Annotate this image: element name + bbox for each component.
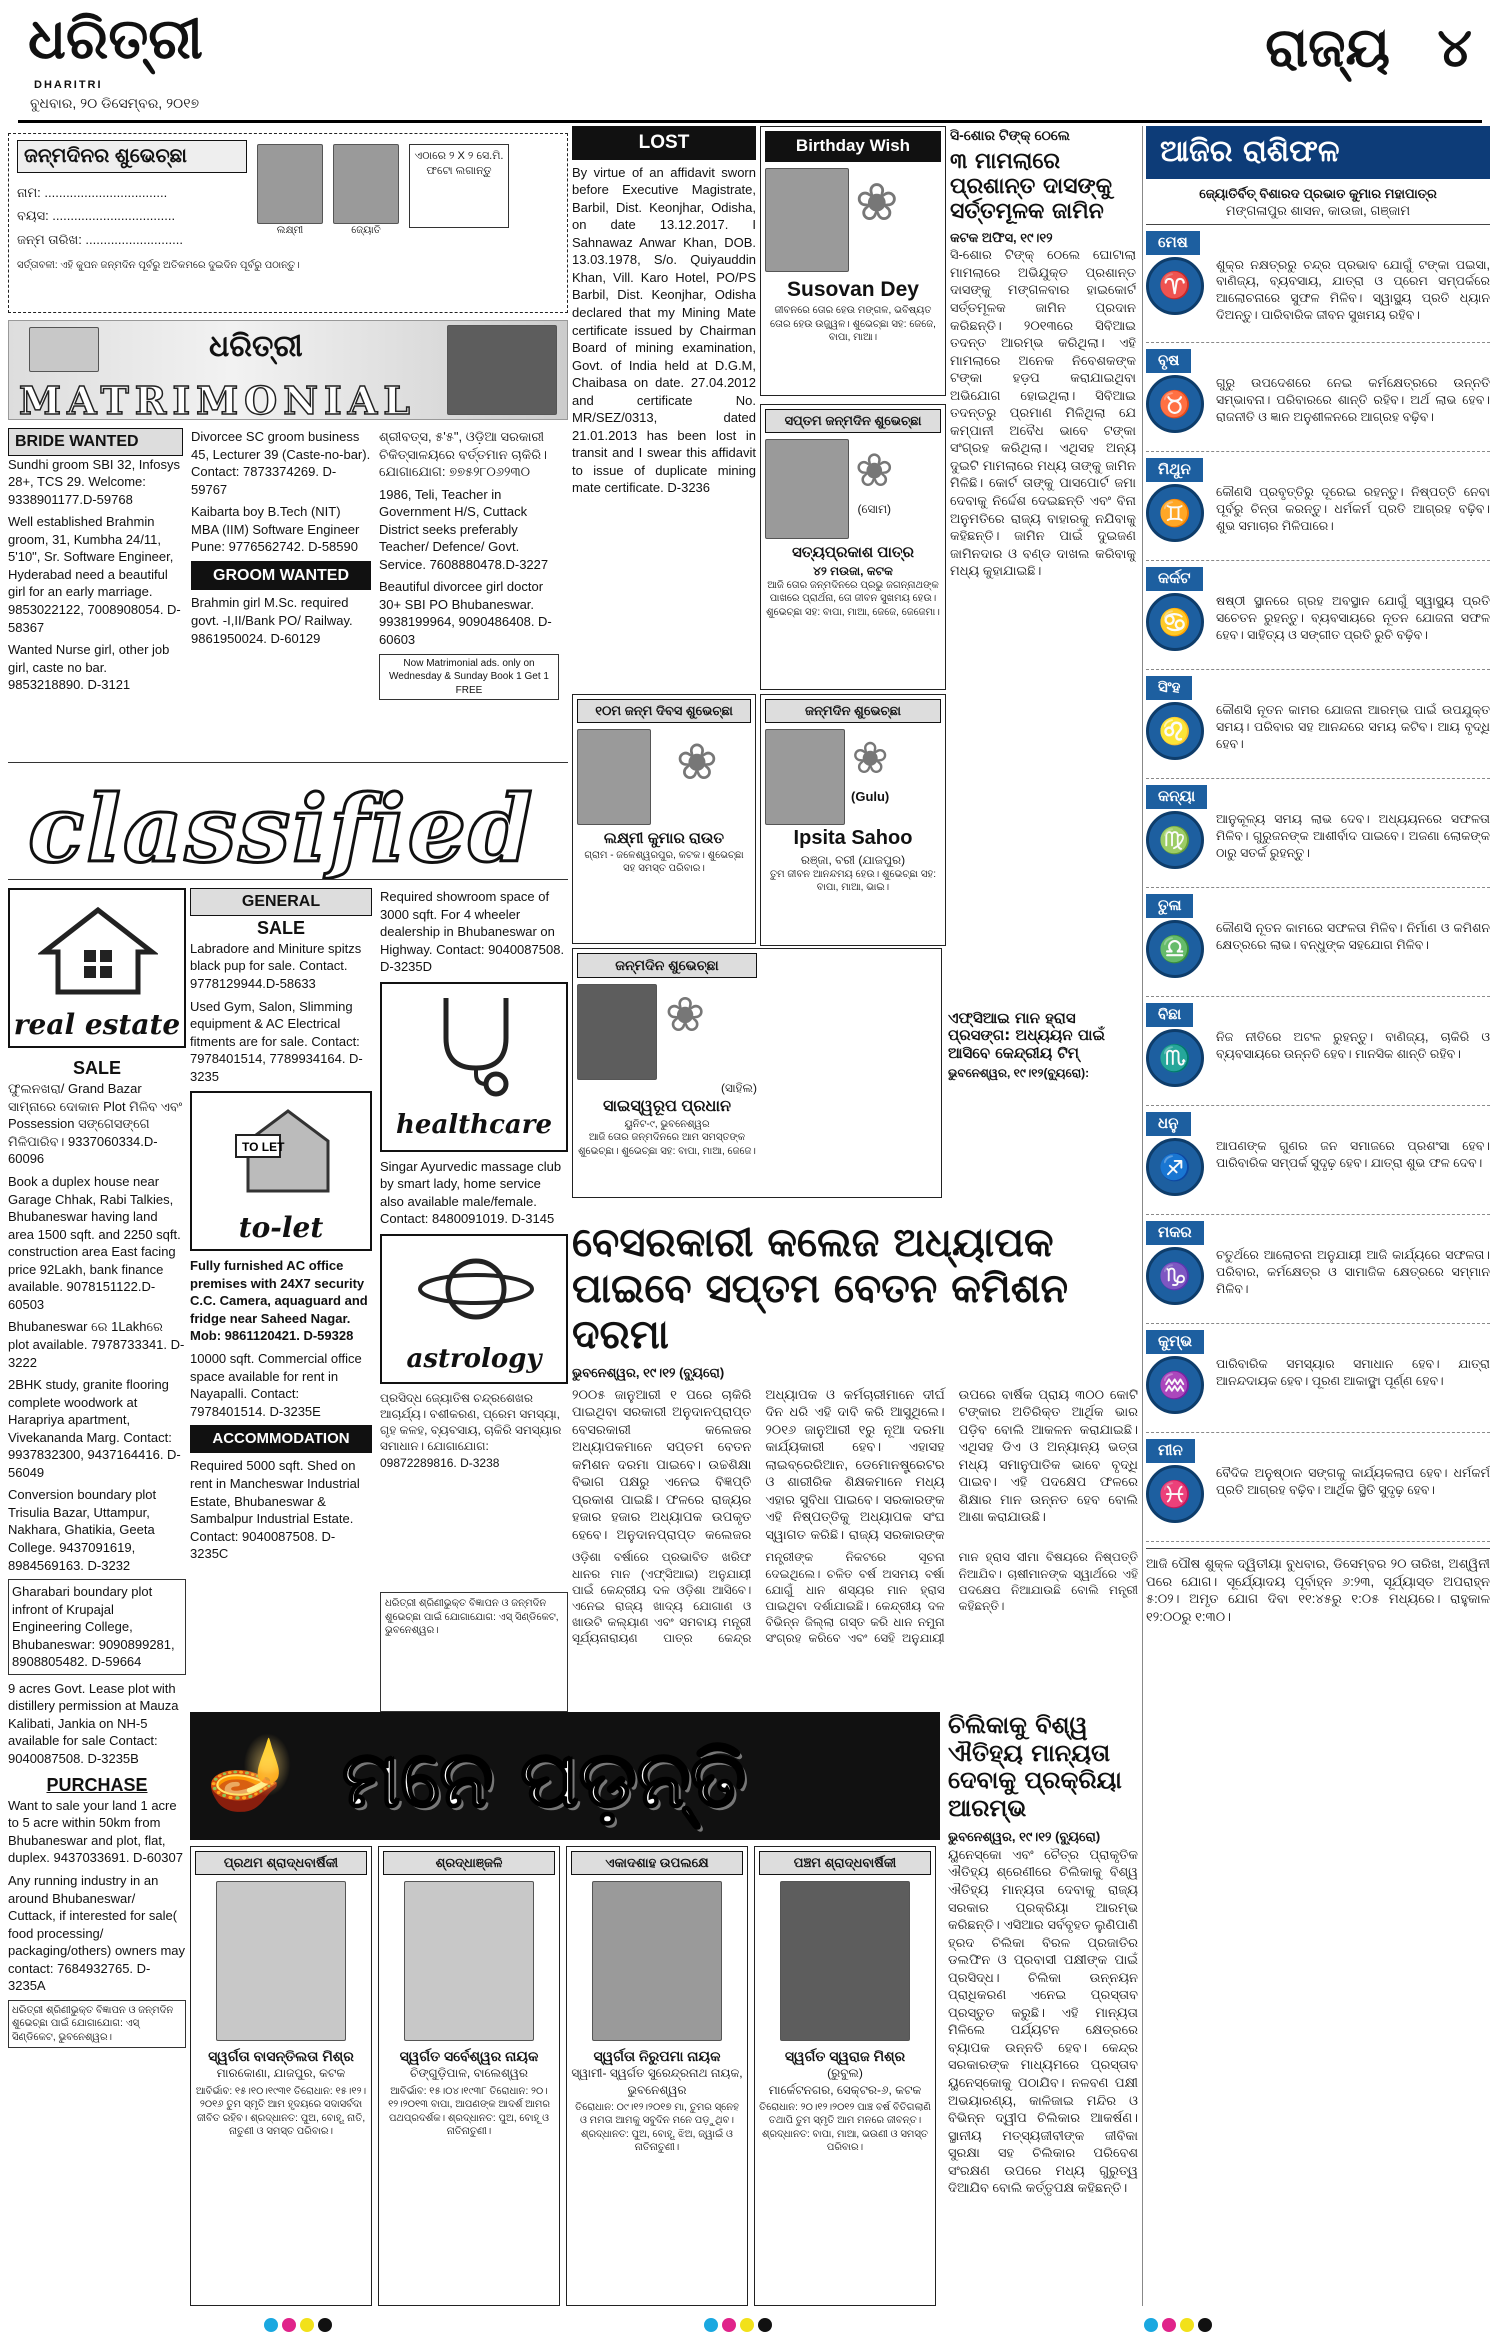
masthead (0, 0, 1500, 125)
sign-name: କୁମ୍ଭ (1146, 1330, 1204, 1354)
lost-text: By virtue of an affidavit sworn before Executive Magistrate, Barbil, Dist. Keonjhar, Odisha, on date 13.12.2017. I Sahnawaz Anwar Khan, DOB. 13.03.1978, S/o. Quiyauddin Khan, Vill. Karo Hotel, PO/PS Barbil, Dist. Keonjhar, Odisha declared that my Mining Mate certificate issued by Chairman Board of mining examination, Govt. of India held at D.G.M, Chaibasa on date. 27.04.2012 and certificate No. MR/SEZ/0313, dated 21.01.2013 has been lost in transit and I swear this affidavit to issue of duplicate mining mate certificate. D-3236 (572, 164, 756, 496)
sign-name: କର୍କଟ (1146, 567, 1203, 591)
newspaper-logo: ଧରିତ୍ରୀ (28, 7, 203, 72)
tolet-label: to-let (238, 1211, 324, 1245)
sign-name: ମକର (1146, 1221, 1204, 1245)
greeting-text: ଗ୍ରାମ - ଜଳେଶ୍ୱରପୁର, କଟକ। ଶୁଭେଚ୍ଛା ସହ ସମସ୍ତ ପରିବାର। (584, 849, 744, 875)
memorial-card-head: ଏକାଦଶାହ ଉପଲକ୍ଷେ (571, 1851, 743, 1875)
memorial-photo (404, 1881, 534, 2041)
matrimonial-ad: 1986, Teli, Teacher in Government H/S, Cuttack District seeks preferably Teacher/ Defence/ Govt. Service. 7608880478.D-3227 (379, 486, 549, 572)
zodiac-icon: ♑ (1146, 1247, 1204, 1305)
stethoscope-icon (426, 988, 526, 1098)
news-headline: ୩ ମାମଲାରେ ପ୍ରଶାନ୍ତ ଦାସଙ୍କୁ ସର୍ତ୍ତମୂଳକ ଜାମିନ (950, 148, 1112, 225)
memorial-name: ସ୍ୱର୍ଗତ ସର୍ବେଶ୍ୱର ନାୟକ (399, 2047, 539, 2064)
dateline: ବୁଧବାର, ୨୦ ଡିସେମ୍ବର, ୨୦୧୭ (30, 95, 200, 111)
flower-icon: ❀ (851, 733, 889, 783)
birthday-wish-head: Birthday Wish (765, 131, 941, 162)
memorial-card-head: ପଞ୍ଚମ ଶ୍ରାଦ୍ଧବାର୍ଷିକୀ (759, 1851, 931, 1875)
sign-text: ଆପଣଙ୍କ ଗୁଣର ଜନ ସମାଜରେ ପ୍ରଶଂସା ହେବ। ପାରିବାରିକ ସମ୍ପର୍କ ସୁଦୃଢ଼ ହେବ। ଯାତ୍ରା ଶୁଭ ଫଳ ଦେବ। (1216, 1139, 1490, 1170)
planet-icon (416, 1244, 536, 1334)
classified-col-realestate (8, 888, 186, 2308)
couple-photo (29, 327, 99, 372)
bride-wanted-head: BRIDE WANTED (8, 428, 183, 456)
horoscope-sign (1146, 458, 1490, 561)
classified-banner (8, 762, 568, 880)
zodiac-icon: ♈ (1146, 257, 1204, 315)
memorial-tag: (ରୁବୁଲ) (827, 2066, 863, 2081)
greeting-card (760, 404, 946, 690)
news-headline-line1: ବେସରକାରୀ କଲେଜ ଅଧ୍ୟାପକ (572, 1220, 1054, 1266)
greeting-card (760, 694, 946, 946)
memorial-place: ସ୍ୱାମୀ- ସ୍ୱର୍ଗତ ସୁରେନ୍ଦ୍ରନାଥ ନାୟକ, ଭୁବନେଶ୍ୱର (571, 2066, 743, 2097)
registration-mark (282, 2318, 296, 2332)
news-story-chilika (948, 1712, 1138, 2312)
horoscope-sign (1146, 349, 1490, 452)
print-marks (0, 2318, 1500, 2335)
masthead-rule (18, 120, 1482, 123)
memorial-card-head: ଶ୍ରଦ୍ଧାଞ୍ଜଳି (383, 1851, 555, 1875)
sign-name: ମେଷ (1146, 231, 1200, 255)
news-dateline: ଭୁବନେଶ୍ୱର, ୧୯।୧୨ (ବ୍ୟୁରୋ) (572, 1365, 725, 1380)
greeting-head: ସପ୍ତମ ଜନ୍ମଦିନ ଶୁଭେଚ୍ଛା (765, 409, 941, 433)
memorial-photo (780, 1881, 910, 2041)
registration-mark (300, 2318, 314, 2332)
matrimonial-ad: Well established Brahmin groom, 31, Kumbha 24/11, 5'10", Sr. Software Engineer, Hyderabad need a beautiful girl for an early marriage. 9853022122, 7008908054. D-58367 (8, 514, 181, 635)
greeting-card (572, 694, 756, 944)
news-kicker: ସି-ଶୋର ଟିଙ୍କ୍ ଠେଲେ (950, 127, 1070, 143)
classified-ad: Labradore and Miniture spitzs black pup for sale. Contact. 9778129944.D-58633 (190, 940, 362, 991)
healthcare-label: healthcare (396, 1109, 552, 1140)
greeting-photo (577, 729, 651, 825)
memorial-text: ଆବିର୍ଭାବ: ୧୫।୧୦।୧୯୩୧ ତିରୋଧାନ: ୧୫।୧୨।୨୦୧୬ ତୁମ ସ୍ମୃତି ଆମ ହୃଦୟରେ ସଦାସର୍ବଦା ଜୀବିତ ରହିବ। ଶ୍ରଦ୍ଧାନତ: ପୁଅ, ବୋହୂ, ନାତି, ନାତୁଣୀ ଓ ସମସ୍ତ ପରିବାର। (195, 2085, 367, 2138)
horoscope-signs (1146, 231, 1490, 1543)
purchase-head: PURCHASE (46, 1774, 148, 1795)
news-story-fci (948, 1010, 1138, 1190)
memorial-name: ସ୍ୱର୍ଗତା ବାସନ୍ତିଲତା ମିଶ୍ର (208, 2047, 354, 2064)
memorial-place: ଚିଙ୍ଗୁଡ଼ିପାଳ, ବାଲେଶ୍ୱର (409, 2066, 529, 2081)
healthcare-box (380, 982, 568, 1152)
panchang: ଆଜି ପୌଷ ଶୁକ୍ଳ ଦ୍ୱିତୀୟା ବୁଧବାର, ଡିସେମ୍ବର ୨୦ ତାରିଖ, ଅଶ୍ୱିନୀ ପରେ ଯୋଗ। ସୂର୍ଯ୍ୟୋଦୟ ପୂର୍ବାହ୍ନ ୬:୨୩, ସୂର୍ଯ୍ୟାସ୍ତ ଅପରାହ୍ନ ୫:୦୨। ଅମୃତ ଯୋଗ ଦିବା ୧୧:୪୫ରୁ ୧:୦୫ ମଧ୍ୟରେ। ରାହୁକାଳ ୧୨:୦୦ରୁ ୧:୩୦। (1146, 1548, 1490, 1625)
astrology-box (380, 1234, 568, 1384)
horoscope-sign (1146, 231, 1490, 344)
sign-name: ମିଥୁନ (1146, 458, 1203, 482)
sign-name: ସିଂହ (1146, 676, 1192, 700)
horoscope-byline: ଜ୍ୟୋତିର୍ବିତ୍ ବିଶାରଦ ପ୍ରଭାତ କୁମାର ମହାପାତ୍ର (1199, 185, 1437, 201)
registration-mark (722, 2318, 736, 2332)
matrimonial-ad: Wanted Nurse girl, other job girl, caste no bar. 9853218890. D-3121 (8, 642, 170, 693)
sign-name: ମୀନ (1146, 1439, 1195, 1463)
classified-banner-title: classified (28, 775, 535, 880)
photo-placeholder: ଏଠାରେ ୨ X ୨ ସେ.ମି. ଫଟୋ ଲଗାନ୍ତୁ (409, 144, 509, 228)
sign-text: ଆନୁକୂଳ୍ୟ ସମୟ ଲାଭ ଦେବ। ଅଧ୍ୟୟନରେ ସଫଳତା ମିଳିବ। ଗୁରୁଜନଙ୍କ ଆଶୀର୍ବାଦ ପାଇବେ। ଅଜଣା ଲୋକଙ୍କ ଠାରୁ ସତର୍କ ରୁହନ୍ତୁ। (1216, 812, 1490, 860)
news-story-bail (950, 126, 1136, 1006)
memorial-text: ତିରୋଧାନ: ୨୦।୧୨।୨୦୧୨ ପାଞ୍ଚ ବର୍ଷ ବିତିଗଲାଣି ତଥାପି ତୁମ ସ୍ମୃତି ଆମ ମନରେ ଜୀବନ୍ତ। ଶ୍ରଦ୍ଧାନତ: ବାପା, ମାଆ, ଭଉଣୀ ଓ ସମସ୍ତ ପରିବାର। (759, 2101, 931, 2154)
sign-text: ପାରିବାରିକ ସମସ୍ୟାର ସମାଧାନ ହେବ। ଯାତ୍ରା ଆନନ୍ଦଦାୟକ ହେବ। ପୂରଣ ଆକାଙ୍କ୍ଷା ପୂର୍ଣ୍ଣ ହେବ। (1216, 1357, 1490, 1388)
classified-ad: Conversion boundary plot Trisulia Bazar, Uttampur, Nakhara, Ghatikia, Geeta College. 9437091619, 8984569163. D-3232 (8, 1487, 157, 1573)
news-body: ୨୦୦୫ ଜାନୁଆରୀ ୧ ପରେ ଚାକିରି ପାଇଥିବା ସରକାରୀ ଅନୁଦାନପ୍ରାପ୍ତ ବେସରକାରୀ କଲେଜର ଅଧ୍ୟାପକମାନେ ସପ୍ତମ ବେତନ କମିଶନ ଦରମା ପାଇବେ। ଉଚ୍ଚଶିକ୍ଷା ବିଭାଗ ପକ୍ଷରୁ ଏନେଇ ବିଜ୍ଞପ୍ତି ପ୍ରକାଶ ପାଇଛି। ଫଳରେ ରାଜ୍ୟର ହଜାର ହଜାର ଅଧ୍ୟାପକ ଉପକୃତ ହେବେ। ଅନୁଦାନପ୍ରାପ୍ତ କଲେଜର ଅଧ୍ୟାପକ ଓ କର୍ମଚାରୀମାନେ ଦୀର୍ଘ ଦିନ ଧରି ଏହି ଦାବି କରି ଆସୁଥିଲେ। ୨୦୧୬ ଜାନୁଆରୀ ୧ରୁ ନୂଆ ଦରମା କାର୍ଯ୍ୟକାରୀ ହେବ। ଏହାସହ ଲାଇବ୍ରେରିଆନ, ଡେମୋନଷ୍ଟ୍ରେଟର ଓ ଶାରୀରିକ ଶିକ୍ଷକମାନେ ମଧ୍ୟ ଏହାର ସୁବିଧା ପାଇବେ। ସରକାରଙ୍କ ଏହି ନିଷ୍ପତ୍ତିକୁ ଅଧ୍ୟାପକ ସଂଘ ସ୍ୱାଗତ କରିଛି। ରାଜ୍ୟ ସରକାରଙ୍କ ଉପରେ ବାର୍ଷିକ ପ୍ରାୟ ୩୦୦ କୋଟି ଟଙ୍କାର ଅତିରିକ୍ତ ଆର୍ଥିକ ଭାର ପଡ଼ିବ ବୋଲି ଆକଳନ କରାଯାଇଛି। ଏଥିସହ ଡିଏ ଓ ଅନ୍ୟାନ୍ୟ ଭତ୍ତା ମଧ୍ୟ ସମାନୁପାତିକ ଭାବେ ବୃଦ୍ଧି ପାଇବ। ଏହି ପଦକ୍ଷେପ ଫଳରେ ଶିକ୍ଷାର ମାନ ଉନ୍ନତ ହେବ ବୋଲି ଆଶା କରାଯାଉଛି। (572, 1386, 1138, 1542)
memorial-photo (216, 1881, 346, 2041)
flower-icon: ❀ (855, 173, 899, 232)
news-dateline: ଭୁବନେଶ୍ୱର, ୧୯।୧୨(ବ୍ୟୁରୋ): (948, 1065, 1090, 1080)
coupon-field-dob[interactable]: ଜନ୍ମ ତାରିଖ: ........................... (17, 231, 183, 247)
matrimonial-notice: Now Matrimonial ads. only on Wednesday & Sunday Book 1 Get 1 FREE (379, 654, 559, 701)
news-headline: ଏଫ୍‌ସିଆଇ ମାନ ହ୍ରାସ ପ୍ରସଙ୍ଗ: ଅଧ୍ୟୟନ ପାଇଁ ଆସିବେ କେନ୍ଦ୍ରୀୟ ଟିମ୍ (948, 1010, 1105, 1062)
classified-ad: ଫୁଲନଖରା/ Grand Bazar ସାମ୍ନାରେ ଦୋକାନ Plot ମିଳିବ ଏବଂ Possession ସଙ୍ଗେସଙ୍ଗେ ମିଳିପାରିବ। 9337060334.D-60096 (8, 1081, 183, 1167)
newspaper-logo-sub: DHARITRI (34, 79, 103, 91)
sign-text: ବୈଦିକ ଅନୁଷ୍ଠାନ ସଙ୍ଗକୁ କାର୍ଯ୍ୟକଲାପ ହେବ। ଧର୍ମକର୍ମ ପ୍ରତି ଆଗ୍ରହ ବଢ଼ିବ। ଆର୍ଥିକ ସ୍ଥିତି ସୁଦୃଢ଼ ହେବ। (1216, 1466, 1490, 1497)
matrimonial-ad: ଶ୍ରୀବତ୍ସ, ୫'୫", ଓଡ଼ିଆ ସରକାରୀ ଚିକିତ୍ସାଳୟରେ ବର୍ତ୍ତମାନ ଚାକିରି। ଯୋଗାଯୋଗ: ୭୭୫୨୮୦୬୨୩୦ (379, 429, 547, 480)
realestate-label: real estate (13, 1008, 181, 1041)
greeting-text: ଆଜି ତୋର ଜନ୍ମଦିନରେ ଆମ ସମସ୍ତଙ୍କ ଶୁଭେଚ୍ଛା। ଶୁଭେଚ୍ଛା ସହ: ବାପା, ମାଆ, ଜେଜେ। (578, 1132, 756, 1157)
child-photo (257, 144, 323, 224)
zodiac-icon: ♓ (1146, 1465, 1204, 1523)
matrimonial-ad: Beautiful divorcee girl doctor 30+ SBI PO Bhubaneswar. 9938199964, 9090486408. D-60603 (379, 579, 552, 648)
zodiac-icon: ♏ (1146, 1029, 1204, 1087)
horoscope-sign (1146, 1221, 1490, 1324)
zodiac-icon: ♋ (1146, 593, 1204, 651)
horoscope-sign (1146, 1112, 1490, 1215)
greeting-text: ଆଜି ତୋର ଜନ୍ମଦିନରେ ପ୍ରଭୁ ଜଗନ୍ନାଥଙ୍କ ପାଖରେ ପ୍ରାର୍ଥନା, ତୋ ଜୀବନ ସୁଖମୟ ହେଉ। ଶୁଭେଚ୍ଛା ସହ: ବାପା, ମାଆ, ଜେଜେ, ଜେଜେମା। (766, 579, 940, 618)
news-body: ୟୁନେସ୍କୋ ଏବଂ ଚୈତ୍ର ପ୍ରାକୃତିକ ଐତିହ୍ୟ ଶ୍ରେଣୀରେ ଚିଲିକାକୁ ବିଶ୍ୱ ଐତିହ୍ୟ ମାନ୍ୟତା ଦେବାକୁ ରାଜ୍ୟ ସରକାର ପ୍ରକ୍ରିୟା ଆରମ୍ଭ କରିଛନ୍ତି। ଏସିଆର ସର୍ବବୃହତ ଲୁଣିପାଣି ହ୍ରଦ ଚିଲିକା ବିରଳ ପ୍ରଜାତିର ଡଲଫିନ ଓ ପ୍ରବାସୀ ପକ୍ଷୀଙ୍କ ପାଇଁ ପ୍ରସିଦ୍ଧ। ଚିଲିକା ଉନ୍ନୟନ ପ୍ରାଧିକରଣ ଏନେଇ ପ୍ରସ୍ତାବ ପ୍ରସ୍ତୁତ କରୁଛି। ଏହି ମାନ୍ୟତା ମିଳିଲେ ପର୍ଯ୍ୟଟନ କ୍ଷେତ୍ରରେ ବ୍ୟାପକ ଉନ୍ନତି ହେବ। କେନ୍ଦ୍ର ସରକାରଙ୍କ ମାଧ୍ୟମରେ ପ୍ରସ୍ତାବ ୟୁନେସ୍କୋକୁ ପଠାଯିବ। ନଳବଣ ପକ୍ଷୀ ଅଭୟାରଣ୍ୟ, କାଳିଜାଇ ମନ୍ଦିର ଓ ବିଭିନ୍ନ ଦ୍ୱୀପ ଚିଲିକାର ଆକର୍ଷଣ। ସ୍ଥାନୀୟ ମତ୍ସ୍ୟଜୀବୀଙ୍କ ଜୀବିକା ସୁରକ୍ଷା ସହ ଚିଲିକାର ପରିବେଶ ସଂରକ୍ଷଣ ଉପରେ ମଧ୍ୟ ଗୁରୁତ୍ୱ ଦିଆଯିବ ବୋଲି କର୍ତ୍ତୃପକ୍ଷ କହିଛନ୍ତି। (948, 1846, 1138, 2196)
child-caption: ଜ୍ୟୋତି (351, 225, 381, 236)
svg-text:TO LET: TO LET (242, 1140, 285, 1155)
greeting-head: ଜନ୍ମଦିନ ଶୁଭେଚ୍ଛା (577, 953, 757, 978)
birthday-wish-card (760, 126, 946, 396)
zodiac-icon: ♐ (1146, 1138, 1204, 1196)
classified-ad: Required showroom space of 3000 sqft. For 4 wheeler dealership in Bhubaneswar on Highway. Contact: 9040087508. D-3235D (380, 889, 565, 975)
column-notice: ଧରିତ୍ରୀ ଶ୍ରିଣୀଭୁକ୍ତ ବିଜ୍ଞାପନ ଓ ଜନ୍ମଦିନ ଶୁଭେଚ୍ଛା ପାଇଁ ଯୋଗାଯୋଗ: ଏସ୍ ସିଣ୍ଡିକେଟ, ଭୁବନେଶ୍ୱର। (380, 1592, 568, 1712)
birthday-text: ଜୀବନରେ ତୋର ହେଉ ମଙ୍ଗଳ, ଭବିଷ୍ୟତ ତୋର ହେଉ ଉଜ୍ଜ୍ୱଳ। ଶୁଭେଚ୍ଛା ସହ: ଜେଜେ, ବାପା, ମାଆ। (770, 305, 936, 344)
zodiac-icon: ♒ (1146, 1356, 1204, 1414)
lamp-icon: 🪔 (206, 1734, 294, 1812)
memorial-text: ଆବିର୍ଭାବ: ୧୫।୦୪।୧୯୩୮ ତିରୋଧାନ: ୨୦।୧୨।୨୦୧୩ ବାପା, ଆପଣଙ୍କ ଆଦର୍ଶ ଆମର ପଥପ୍ରଦର୍ଶକ। ଶ୍ରଦ୍ଧାନତ: ପୁଅ, ବୋହୂ ଓ ନାତିନାତୁଣୀ। (388, 2085, 550, 2138)
column-divider (1142, 126, 1143, 2306)
birthday-coupon (8, 133, 568, 313)
news-headline-line2: ପାଇବେ ସପ୍ତମ ବେତନ କମିଶନ ଦରମା (572, 1266, 1069, 1358)
greeting-text: ତୁମ ଜୀବନ ଆନନ୍ଦମୟ ହେଉ। ଶୁଭେଚ୍ଛା ସହ: ବାପା, ମାଆ, ଭାଇ। (770, 868, 936, 894)
coupon-note: ସର୍ତ୍ତାବଳୀ: ଏହି କୁପନ ଜନ୍ମଦିନ ପୂର୍ବରୁ ଅତିକମରେ ଦୁଇଦିନ ପୂର୍ବରୁ ପଠାନ୍ତୁ। (17, 260, 300, 272)
general-head: GENERAL (190, 888, 372, 916)
registration-mark (1144, 2318, 1158, 2332)
zodiac-icon: ♎ (1146, 920, 1204, 978)
coupon-field-name[interactable]: ନାମ: .................................. (17, 185, 168, 200)
horoscope-section (1146, 126, 1490, 2312)
classified-col-health (380, 888, 568, 1588)
registration-mark (704, 2318, 718, 2332)
memorial-name: ସ୍ୱର୍ଗତ ସ୍ୱରାଜ ମିଶ୍ର (784, 2047, 906, 2064)
realestate-box (8, 888, 186, 1048)
matrimonial-ad: Sundhi groom SBI 32, Infosys 28+, TCS 29. Welcome: 9338901177.D-59768 (8, 456, 180, 507)
memorial-banner-title: ମନେ ପଡ଼ନ୍ତି (342, 1735, 746, 1825)
classified-ad: Bhubaneswar ରେ 1Lakhରେ plot available. 7978733341. D-3222 (8, 1319, 185, 1370)
horoscope-sign (1146, 1003, 1490, 1106)
matrimonial-banner-title: MATRIMONIAL (19, 378, 416, 423)
zodiac-icon: ♌ (1146, 702, 1204, 760)
horoscope-sign (1146, 1330, 1490, 1433)
memorial-banner (190, 1712, 940, 1840)
registration-mark (1162, 2318, 1176, 2332)
greeting-place: ୪୨ ମଉଜା, କଟକ (813, 563, 893, 578)
greeting-photo (765, 729, 845, 825)
matrimonial-section (8, 320, 568, 755)
greeting-name: ଲକ୍ଷ୍ମୀ କୁମାର ରାଉତ (603, 829, 725, 847)
greeting-tag: (ସୋମ) (857, 501, 892, 516)
classified-ad: Required 5000 sqft. Shed on rent in Mancheswar Industrial Estate, Bhubaneswar & Sambalpur Industrial Estate. Contact: 9040087508. D-3235C (190, 1458, 360, 1562)
coupon-field-age[interactable]: ବୟସ: .................................. (17, 208, 176, 224)
matrimonial-ad: Brahmin girl M.Sc. required govt. -I,II/Bank PO/ Railway. 9861950024. D-60129 (191, 595, 353, 646)
registration-mark (758, 2318, 772, 2332)
greeting-name: ସତ୍ୟପ୍ରକାଶ ପାତ୍ର (792, 543, 914, 561)
sign-name: ଧନୁ (1146, 1112, 1191, 1136)
greeting-photo (765, 439, 849, 539)
greeting-head: ଜନ୍ମଦିନ ଶୁଭେଚ୍ଛା (765, 699, 941, 723)
memorial-place: ମାରକୋଣା, ଯାଜପୁର, କଟକ (216, 2066, 346, 2081)
classified-ad: ପ୍ରସିଦ୍ଧ ଜ୍ୟୋତିଷ ଚନ୍ଦ୍ରଶେଖର ଆଚାର୍ଯ୍ୟ। ବଶୀକରଣ, ପ୍ରେମ ସମସ୍ୟା, ଗୃହ କଳହ, ବ୍ୟବସାୟ, ଚାକିରି ସମସ୍ୟାର ସମାଧାନ। ଯୋଗାଯୋଗ: 09872289816. D-3238 (380, 1390, 562, 1470)
flower-icon: ❀ (676, 733, 718, 790)
registration-mark (1198, 2318, 1212, 2332)
general-sub: SALE (256, 917, 305, 938)
flower-icon: ❀ (665, 988, 706, 1042)
sign-text: କୌଣସି ନୂତନ କାମର ଯୋଜନା ଆରମ୍ଭ ପାଇଁ ଉପଯୁକ୍ତ ସମୟ। ପରିବାର ସହ ଆନନ୍ଦରେ ସମୟ କଟିବ। ଆୟ ବୃଦ୍ଧି ହେବ। (1216, 703, 1490, 751)
memorial-photo (592, 1881, 722, 2041)
memorial-card (754, 1846, 936, 2306)
page-number: ୪ (1437, 16, 1472, 79)
child-caption: ଲକ୍ଷ୍ମୀ (276, 225, 304, 236)
memorial-card (190, 1846, 372, 2306)
zodiac-icon: ♍ (1146, 811, 1204, 869)
news-story-teachers (572, 1220, 1138, 1705)
horoscope-byline2: ମଙ୍ଗଳାପୁର ଶାସନ, କାଉଜା, ଗଞ୍ଜାମ (1146, 202, 1490, 225)
classified-ad: 9 acres Govt. Lease plot with distillery permission at Mauza Kalibati, Jankia on NH-5 available for sale Contact: 9040087508. D-3235B (8, 1680, 179, 1766)
news-dateline: କଟକ ଅଫିସ, ୧୯।୧୨ (950, 229, 1053, 245)
zodiac-icon: ♊ (1146, 484, 1204, 542)
accommodation-head: ACCOMMODATION (190, 1425, 372, 1453)
greeting-name: ସାଇସ୍ୱରୂପ ପ୍ରଧାନ (602, 1098, 732, 1116)
classified-ad: Want to sale your land 1 acre to 5 acre within 50km from Bhubaneswar and plot, flat, duplex. 9437033691. D-60307 (8, 1797, 183, 1866)
child-photo (333, 144, 399, 224)
horoscope-sign (1146, 1439, 1490, 1542)
sign-text: ଶୁକ୍ର ନକ୍ଷତ୍ରରୁ ଚନ୍ଦ୍ର ପ୍ରଭାବ ଯୋଗୁଁ ଟଙ୍କା ପଇସା, ବାଣିଜ୍ୟ, ବ୍ୟବସାୟ, ଯାତ୍ରା ଓ ପ୍ରେମ ସମ୍ପର୍କରେ ଆଲୋଚନାରେ ସୁଫଳ ମିଳିବ। ସ୍ୱାସ୍ଥ୍ୟ ପ୍ରତି ଧ୍ୟାନ ଦିଅନ୍ତୁ। ପାରିବାରିକ ଜୀବନ ସୁଖମୟ ରହିବ। (1216, 257, 1490, 323)
greeting-photo (577, 984, 657, 1080)
birthday-coupon-title: ଜନ୍ମଦିନର ଶୁଭେଚ୍ଛା (17, 140, 247, 173)
sign-name: ତୁଳା (1146, 894, 1193, 918)
astrology-label: astrology (406, 1343, 542, 1374)
classified-ad: Book a duplex house near Garage Chhak, Rabi Talkies, Bhubaneswar having land area 1500 sqft. and 2250 sqft. construction area East facing price 92Lakh, bank finance available. 9078151122.D-60503 (8, 1174, 181, 1312)
birthday-photo (765, 168, 849, 272)
sign-name: ବିଛା (1146, 1003, 1193, 1027)
greeting-place: ୟୁନିଟ-୯, ଭୁବନେଶ୍ୱର (624, 1118, 710, 1130)
classified-ad: Any running industry in an around Bhubaneswar/ Cuttack, if interested for sale( food processing/ packaging/others) owners may contact: 7684932765. D-3235A (8, 1873, 186, 1994)
groom-wanted-head: GROOM WANTED (191, 561, 371, 591)
lost-head: LOST (572, 126, 756, 160)
matrimonial-banner-logo: ଧରିତ୍ରୀ (209, 329, 303, 364)
tolet-house-icon (228, 1101, 338, 1201)
greeting-place: ରଞ୍ଜା, ବରୀ (ଯାଜପୁର) (800, 852, 906, 867)
registration-mark (264, 2318, 278, 2332)
greeting-tag: (Gulu) (851, 788, 890, 804)
sign-text: ଚତୁର୍ଥରେ ଆଲୋଚନା ଅନୁଯାୟୀ ଆଜି କାର୍ଯ୍ୟରେ ସଫଳତା। ପରିବାର, କର୍ମକ୍ଷେତ୍ର ଓ ସାମାଜିକ କ୍ଷେତ୍ରରେ ସମ୍ମାନ ମିଳିବ। (1216, 1248, 1490, 1296)
greeting-head: ୧୦ମ ଜନ୍ମ ଦିବସ ଶୁଭେଚ୍ଛା (577, 699, 751, 723)
horoscope-head: ଆଜିର ରାଶିଫଳ (1146, 126, 1490, 179)
memorial-text: ତିରୋଧାନ: ୦୯।୧୨।୨୦୧୭ ମା, ତୁମର ସ୍ନେହ ଓ ମମତା ଆମକୁ ସବୁଦିନ ମନେ ପଡ଼ୁଥିବ। ଶ୍ରଦ୍ଧାନତ: ପୁଅ, ବୋହୂ, ଝିଅ, ଜ୍ୱାଇଁ ଓ ନାତିନାତୁଣୀ। (575, 2101, 739, 2154)
news-dateline: ଭୁବନେଶ୍ୱର, ୧୯।୧୨ (ବ୍ୟୁରୋ) (948, 1829, 1101, 1845)
tolet-box (190, 1091, 372, 1251)
memorial-card-head: ପ୍ରଥମ ଶ୍ରାଦ୍ଧବାର୍ଷିକୀ (195, 1851, 367, 1875)
zodiac-icon: ♉ (1146, 375, 1204, 433)
booking-note: ଧରିତ୍ରୀ ଶ୍ରିଣୀଭୁକ୍ତ ବିଜ୍ଞାପନ ଓ ଜନ୍ମଦିନ ଶୁଭେଚ୍ଛା ପାଇଁ ଯୋଗାଯୋଗ: ଏସ୍ ସିଣ୍ଡିକେଟ, ଭୁବନେଶ୍ୱର। (8, 2000, 186, 2049)
matrimonial-banner (8, 320, 568, 423)
sign-text: ଷଷ୍ଠୀ ସ୍ଥାନରେ ଗ୍ରହ ଅବସ୍ଥାନ ଯୋଗୁଁ ସ୍ୱାସ୍ଥ୍ୟ ପ୍ରତି ସଚେତନ ରୁହନ୍ତୁ। ବ୍ୟବସାୟରେ ନୂତନ ଯୋଜନା ସଫଳ ହେବ। ସାହିତ୍ୟ ଓ ସଙ୍ଗୀତ ପ୍ରତି ରୁଚି ବଢ଼ିବ। (1216, 594, 1490, 642)
horoscope-sign (1146, 894, 1490, 997)
lost-notice (572, 126, 756, 736)
house-icon (38, 906, 158, 996)
memorial-card (378, 1846, 560, 2306)
section-title: ରାଜ୍ୟ (1265, 16, 1390, 79)
horoscope-sign (1146, 785, 1490, 888)
sign-text: ଗୁରୁ ଉପଦେଶରେ ନେଇ କର୍ମକ୍ଷେତ୍ରରେ ଉନ୍ନତି ସମ୍ଭାବନା। ପରିବାରରେ ଶାନ୍ତି ରହିବ। ଅର୍ଥ ଲାଭ ହେବ। ରାଜନୀତି ଓ ଜ୍ଞାନ ଅନୁଶୀଳନରେ ଆଗ୍ରହ ବଢ଼ିବ। (1216, 376, 1490, 424)
memorial-card (566, 1846, 748, 2306)
greeting-card (572, 948, 942, 1198)
memorial-place: ମାର୍କେଟନଗର, ସେକ୍ଟର-୬, କଟକ (768, 2082, 922, 2097)
news-body-extra: ଓଡ଼ିଶା ବର୍ଷାରେ ପ୍ରଭାବିତ ଖରିଫ ଧାନର ମାନ (ଏଫ୍‌ସିଆଇ) ଅନୁଯାୟୀ ପାଇଁ କେନ୍ଦ୍ରୀୟ ଦଳ ଓଡ଼ିଶା ଆସିବେ। ଏନେଇ ରାଜ୍ୟ ଖାଦ୍ୟ ଯୋଗାଣ ଓ ଖାଉଟି କଲ୍ୟାଣ ଏବଂ ସମବାୟ ମନ୍ତ୍ରୀ ସୂର୍ଯ୍ୟନାରାୟଣ ପାତ୍ର କେନ୍ଦ୍ର ମନ୍ତ୍ରୀଙ୍କ ନିକଟରେ ସୂଚନା ଦେଇଥିଲେ। ଚଳିତ ବର୍ଷ ଅସମୟ ବର୍ଷା ଯୋଗୁଁ ଧାନ ଶସ୍ୟର ମାନ ହ୍ରାସ ପାଇଥିବା ଦର୍ଶାଯାଇଛି। କେନ୍ଦ୍ରୀୟ ଦଳ ବିଭିନ୍ନ ଜିଲ୍ଲା ଗସ୍ତ କରି ଧାନ ନମୁନା ସଂଗ୍ରହ କରିବେ ଏବଂ ସେହି ଅନୁଯାୟୀ ମାନ ହ୍ରାସ ସୀମା ବିଷୟରେ ନିଷ୍ପତ୍ତି ନିଆଯିବ। ଚାଷୀମାନଙ୍କ ସ୍ୱାର୍ଥରେ ଏହି ପଦକ୍ଷେପ ନିଆଯାଉଛି ବୋଲି ମନ୍ତ୍ରୀ କହିଛନ୍ତି। (572, 1550, 1138, 1646)
flower-icon: ❀ (855, 443, 894, 496)
classified-ad: 2BHK study, granite flooring complete woodwork at Harapriya apartment, Vivekananda Marg. Contact: 9937832300, 9437164416. D-56049 (8, 1377, 181, 1480)
matrimonial-ad: Divorcee SC groom business 45, Lecturer 39 (Caste-no-bar). Contact: 7873374269. D-59767 (191, 429, 371, 497)
registration-mark (1180, 2318, 1194, 2332)
news-headline: ଚିଲିକାକୁ ବିଶ୍ୱ ଐତିହ୍ୟ ମାନ୍ୟତା ଦେବାକୁ ପ୍ରକ୍ରିୟା ଆରମ୍ଭ (948, 1712, 1122, 1822)
classified-ad: Singar Ayurvedic massage club by smart lady, home service also available male/female. Contact: 8480091019. D-3145 (380, 1158, 562, 1227)
classified-ad: Gharabari boundary plot infront of Krupajal Engineering College, Bhubaneswar: 9090899281, 8908805482. D-59664 (8, 1579, 186, 1675)
greeting-name: Ipsita Sahoo (793, 826, 913, 849)
memorial-section (190, 1712, 940, 2312)
couple-photo (447, 325, 557, 415)
classified-ad: Fully furnished AC office premises with 24X7 security C.C. Camera, aquaguard and fridge near Saheed Nagar. Mob: 9861120421. D-59328 (190, 1258, 368, 1344)
sale-head: SALE (72, 1058, 121, 1078)
classified-ad: Used Gym, Salon, Slimming equipment & AC Electrical fitments are for sale. Contact: 7978401514, 7789934164. D-3235 (190, 998, 363, 1084)
memorial-name: ସ୍ୱର୍ଗତା ନିରୁପମା ନାୟକ (593, 2047, 721, 2064)
registration-mark (318, 2318, 332, 2332)
sign-name: କନ୍ୟା (1146, 785, 1207, 809)
birthday-name: Susovan Dey (787, 277, 919, 301)
horoscope-sign (1146, 676, 1490, 779)
sign-name: ବୃଷ (1146, 349, 1191, 373)
horoscope-sign (1146, 567, 1490, 670)
classified-ad: 10000 sqft. Commercial office space available for rent in Nayapalli. Contact: 7978401514. D-3235E (190, 1351, 362, 1419)
news-body: ସି-ଶୋର ଟିଙ୍କ୍ ଠେଲେ ଘୋଟାଲା ମାମଲାରେ ଅଭିଯୁକ୍ତ ପ୍ରଶାନ୍ତ ଦାସଙ୍କୁ ମଙ୍ଗଳବାର ହାଇକୋର୍ଟ ସର୍ତ୍ତମୂଳକ ଜାମିନ ପ୍ରଦାନ କରିଛନ୍ତି। ୨୦୧୩ରେ ସିବିଆଇ ତଦନ୍ତ ଆରମ୍ଭ କରିଥିଲା। ଏହି ମାମଲାରେ ଅନେକ ନିବେଶକଙ୍କ ଟଙ୍କା ହଡ଼ପ କରାଯାଇଥିବା ଅଭିଯୋଗ ହୋଇଥିଲା। ସିବିଆଇ ତଦନ୍ତରୁ ପ୍ରମାଣ ମିଳିଥିଲା ଯେ କମ୍ପାନୀ ଅବୈଧ ଭାବେ ଟଙ୍କା ସଂଗ୍ରହ କରିଥିଲା। ଏଥିସହ ଅନ୍ୟ ଦୁଇଟି ମାମଲାରେ ମଧ୍ୟ ତାଙ୍କୁ ଜାମିନ ମିଳିଛି। କୋର୍ଟ ତାଙ୍କୁ ପାସପୋର୍ଟ ଜମା ଦେବାକୁ ନିର୍ଦ୍ଦେଶ ଦେଇଛନ୍ତି ଏବଂ ବିନା ଅନୁମତିରେ ରାଜ୍ୟ ବାହାରକୁ ନଯିବାକୁ କହିଛନ୍ତି। ଜାମିନ ପାଇଁ ଦୁଇଜଣ ଜାମିନଦାର ଓ ବଣ୍ଡ ଦାଖଲ କରିବାକୁ ମଧ୍ୟ କୁହାଯାଇଛି। (950, 247, 1136, 579)
matrimonial-ad: Kaibarta boy B.Tech (NIT) MBA (IIM) Software Engineer Pune: 9776562742. D-58590 (191, 504, 360, 555)
sign-text: କୌଣସି ପ୍ରବୃତ୍ତିରୁ ଦୂରେଇ ରହନ୍ତୁ। ନିଷ୍ପତ୍ତି ନେବା ପୂର୍ବରୁ ଚିନ୍ତା କରନ୍ତୁ। ଧର୍ମକର୍ମ ପ୍ରତି ଆଗ୍ରହ ବଢ଼ିବ। ଶୁଭ ସମାଚାର ମିଳିପାରେ। (1216, 485, 1490, 533)
greeting-tag: (ସାହିଲ) (721, 1080, 757, 1095)
sign-text: ନିଜ ନୀତିରେ ଅଟଳ ରୁହନ୍ତୁ। ବାଣିଜ୍ୟ, ଚାକିରି ଓ ବ୍ୟବସାୟରେ ଉନ୍ନତି ହେବ। ମାନସିକ ଶାନ୍ତି ରହିବ। (1216, 1030, 1490, 1061)
sign-text: କୌଣସି ନୂତନ କାମରେ ସଫଳତା ମିଳିବ। ନିର୍ମାଣ ଓ କମିଶନ କ୍ଷେତ୍ରରେ ଲାଭ। ବନ୍ଧୁଙ୍କ ସହଯୋଗ ମିଳିବ। (1216, 921, 1490, 952)
registration-mark (740, 2318, 754, 2332)
